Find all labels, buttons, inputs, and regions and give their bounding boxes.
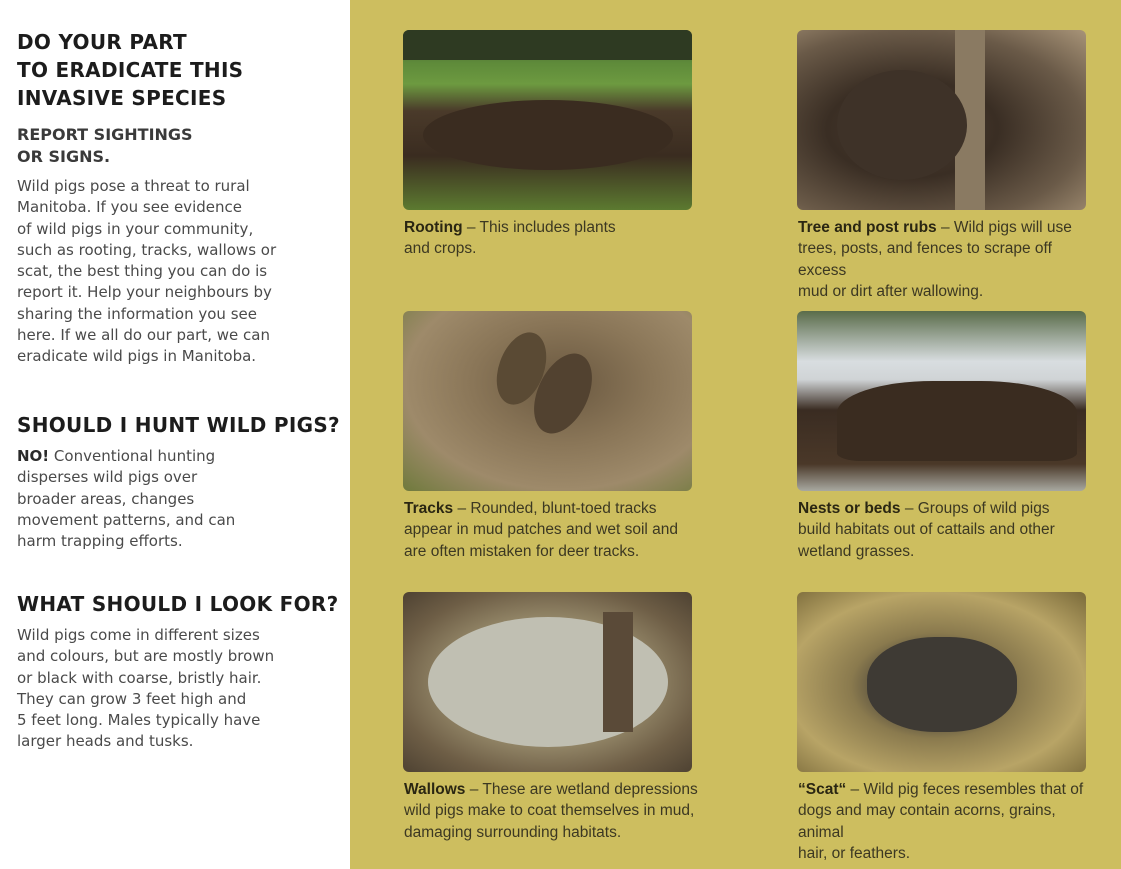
caption-title: Tracks <box>404 500 454 517</box>
caption-tracks <box>404 498 704 562</box>
paragraph-hunt-text: Conventional hunting disperses wild pigs over broader areas, changes movement patterns, and can harm trapping efforts. <box>17 447 236 551</box>
caption-title: Nests or beds <box>798 500 901 517</box>
caption-desc: – These are wetland depressions wild pigs make to coat themselves in mud, damaging surrounding habitats. <box>404 781 698 841</box>
caption-desc: – Groups of wild pigs build habitats out of cattails and other wetland grasses. <box>798 500 1055 560</box>
caption-tree-rub <box>798 217 1098 302</box>
signs-panel <box>350 0 1121 869</box>
caption-scat <box>798 779 1098 864</box>
caption-title: Tree and post rubs <box>798 219 937 236</box>
photo-rooting <box>403 30 692 210</box>
caption-desc: – This includes plants and crops. <box>404 219 616 258</box>
caption-title: “Scat“ <box>798 781 847 798</box>
paragraph-report: Wild pigs pose a threat to rural Manitoba. If you see evidence of wild pigs in your community, such as rooting, tracks, wallows or scat, the best thing you can do is report it. Help your neighbours by sharing the information you see here. If we all do our part, we can eradicate wild pigs in Manitoba. <box>17 177 277 366</box>
caption-title: Wallows <box>404 781 466 798</box>
heading-do-your-part: DO YOUR PART TO ERADICATE THIS INVASIVE SPECIES <box>17 30 244 110</box>
answer-no: NO! <box>17 447 50 465</box>
caption-desc: – Rounded, blunt-toed tracks appear in mud patches and wet soil and are often mistaken for deer tracks. <box>404 500 679 560</box>
heading-what-to-look-for: WHAT SHOULD I LOOK FOR? <box>17 592 339 616</box>
caption-wallows <box>404 779 704 843</box>
caption-desc: – Wild pigs will use trees, posts, and fences to scrape off excess mud or dirt after wallowing. <box>798 219 1072 300</box>
heading-should-i-hunt: SHOULD I HUNT WILD PIGS? <box>17 413 340 437</box>
caption-title: Rooting <box>404 219 463 236</box>
photo-wallows <box>403 592 692 772</box>
left-panel <box>0 0 350 869</box>
caption-rooting <box>404 217 704 260</box>
caption-nests <box>798 498 1098 562</box>
photo-nests <box>797 311 1086 491</box>
subheading-report: REPORT SIGHTINGS OR SIGNS. <box>17 125 193 166</box>
paragraph-hunt <box>17 446 317 552</box>
paragraph-look-for: Wild pigs come in different sizes and colours, but are mostly brown or black with coarse, bristly hair. They can grow 3 feet high and 5 feet long. Males typically have larger heads and tusks. <box>17 626 275 751</box>
photo-tracks <box>403 311 692 491</box>
caption-desc: – Wild pig feces resembles that of dogs and may contain acorns, grains, animal hair, or feathers. <box>798 781 1084 862</box>
photo-tree-rub <box>797 30 1086 210</box>
photo-scat <box>797 592 1086 772</box>
